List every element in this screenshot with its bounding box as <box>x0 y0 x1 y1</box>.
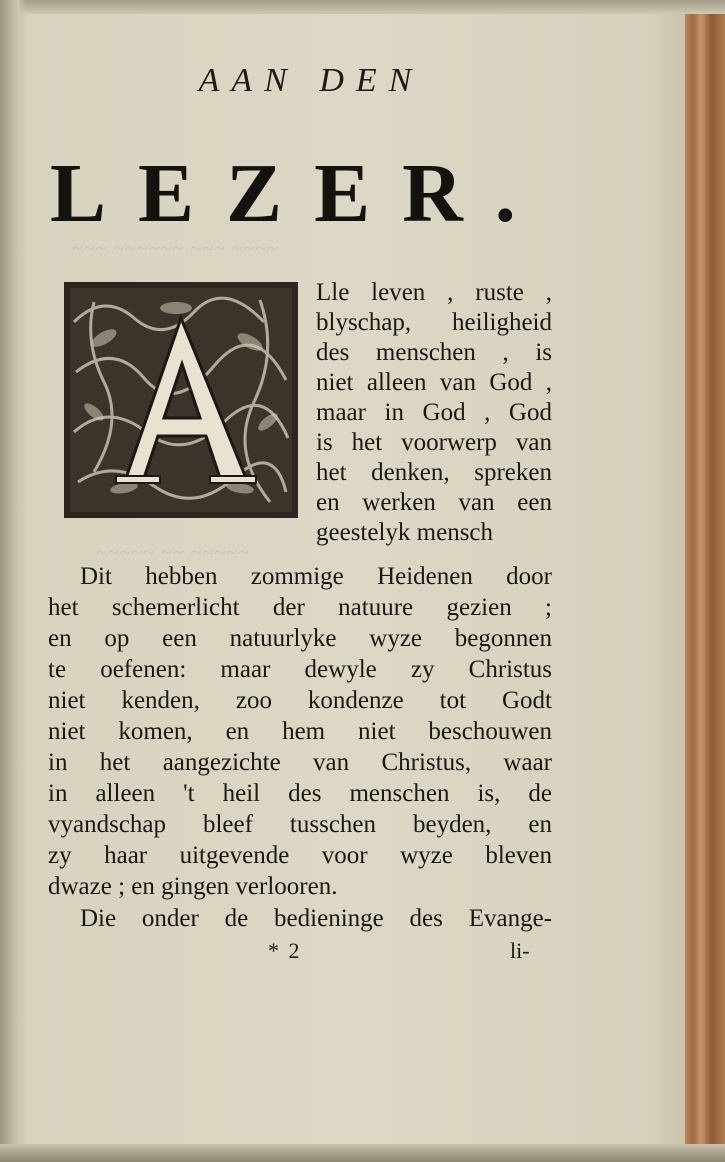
text-line: niet alleen van God , <box>316 369 552 396</box>
foliage-initial-icon <box>64 282 298 518</box>
text-line: zy haar uitgevende voor wyze bleven <box>48 842 552 869</box>
bottom-page-edge <box>0 1144 725 1162</box>
heading-small: AAN DEN <box>198 62 424 99</box>
text-line: Lle leven , ruste , <box>316 279 552 306</box>
text-line: vyandschap bleef tusschen beyden, en <box>48 811 552 838</box>
text-line: en op een natuurlyke wyze begonnen <box>48 625 552 652</box>
show-through-text: ~~~ ~~~~~~ ~~~ ~~~~ <box>72 238 280 260</box>
top-page-edge <box>0 0 725 14</box>
text-line: blyschap, heiligheid <box>316 309 552 336</box>
text-line: in het aangezichte van Christus, waar <box>48 749 552 776</box>
catchword: li- <box>510 938 530 963</box>
text-line: Dit hebben zommige Heidenen door <box>80 563 552 590</box>
show-through-text: ~~~~~ ~~ ~~~~~ <box>96 542 250 564</box>
text-line: te oefenen: maar dewyle zy Christus <box>48 656 552 683</box>
text-line: het denken, spreken <box>316 459 552 486</box>
text-line: des menschen , is <box>316 339 552 366</box>
book-cover-edge <box>685 14 725 1148</box>
text-line: en werken van een <box>316 489 552 516</box>
decorated-initial-woodcut <box>64 282 298 518</box>
text-line: niet komen, en hem niet beschouwen <box>48 718 552 745</box>
text-line: maar in God , God <box>316 399 552 426</box>
heading-large: LEZER. <box>50 147 548 240</box>
text-line: het schemerlicht der natuure gezien ; <box>48 594 552 621</box>
text-line: dwaze ; en gingen verlooren. <box>48 873 338 900</box>
text-line: niet kenden, zoo kondenze tot Godt <box>48 687 552 714</box>
text-line: geestelyk mensch <box>316 519 494 546</box>
text-line: in alleen 't heil des menschen is, de <box>48 780 552 807</box>
text-line: Die onder de bedieninge des Evange- <box>80 905 552 932</box>
spine-shadow <box>0 0 26 1162</box>
signature-mark: * 2 <box>268 938 302 963</box>
text-line: is het voorwerp van <box>316 429 552 456</box>
